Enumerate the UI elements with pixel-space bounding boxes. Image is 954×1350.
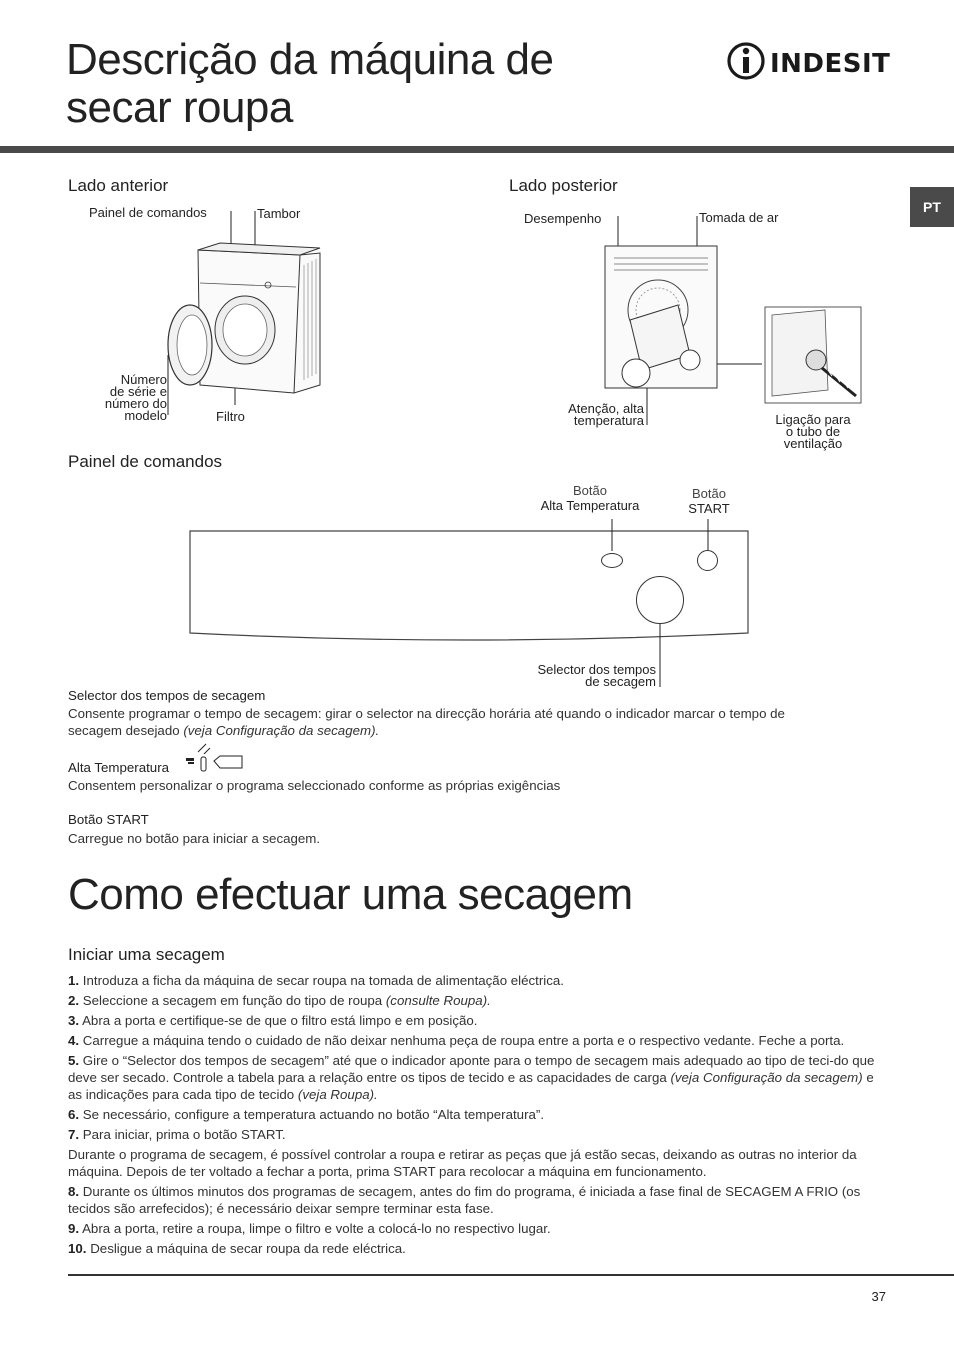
step-item: 10. Desligue a máquina de secar roupa da rede eléctrica. <box>68 1241 406 1256</box>
drying-time-selector-knob[interactable] <box>636 576 684 624</box>
section-subheading: Iniciar uma secagem <box>68 945 225 964</box>
title-divider <box>0 146 954 153</box>
step-item: 3. Abra a porta e certifique-se de que o filtro está limpo e em posição. <box>68 1013 478 1028</box>
section-title: Como efectuar uma secagem <box>68 870 633 919</box>
desc-high-temp-text: Consentem personalizar o programa seleccionado conforme as próprias exigências <box>68 778 561 793</box>
step-item: 5. Gire o “Selector dos tempos de secagem” até que o indicador aponte para o tempo de secagem mais adequado ao tipo de teci-do que deve ser secado. Controle a tabela para a relação entre os tipos de tecido e as capacidades de carga (veja Configuração da secagem) e as indicações para cada tipo de tecido (veja Roupa). <box>68 1053 875 1102</box>
footer-divider <box>68 1274 954 1276</box>
step-item: 8. Durante os últimos minutos dos programas de secagem, antes do fim do programa, é iniciada a fase final de SECAGEM A FRIO (os tecidos são arrefecidos); é necessário deixar sempre terminar esta fase. <box>68 1184 861 1216</box>
label-air-inlet: Tomada de ar <box>699 210 779 225</box>
high-temperature-symbols-icon <box>184 742 244 774</box>
label-drum: Tambor <box>257 206 301 221</box>
language-tab[interactable]: PT <box>910 187 954 227</box>
step-item: 2. Seleccione a secagem em função do tipo de roupa (consulte Roupa). <box>68 993 491 1008</box>
desc-selector-text: Consente programar o tempo de secagem: girar o selector na direcção horária até quando o indicador marcar o tempo de secagem desejado (veja Configuração da secagem). <box>68 706 785 738</box>
desc-selector-title: Selector dos tempos de secagem <box>68 688 266 703</box>
page-number: 37 <box>871 1289 886 1304</box>
label-selector: Selector dos tempos de secagem <box>537 662 656 689</box>
label-control-panel: Painel de comandos <box>89 205 207 220</box>
label-high-temp-button: Botão Alta Temperatura <box>540 483 640 513</box>
step-item: 4. Carregue a máquina tendo o cuidado de não deixar nenhuma peça de roupa entre a porta e o respectivo vedante. Feche a porta. <box>68 1033 845 1048</box>
start-button[interactable] <box>697 550 718 571</box>
label-filter: Filtro <box>216 409 245 424</box>
dryer-front-illustration <box>160 205 330 420</box>
label-start-button: Botão START <box>688 486 730 516</box>
page-title: Descrição da máquina de secar roupa <box>66 35 554 132</box>
label-performance: Desempenho <box>524 211 602 226</box>
label-serial-number: Número de série e número do modelo <box>104 372 167 423</box>
step-paragraph: Durante o programa de secagem, é possível controlar a roupa e retirar as peças que já estão secas, deixando as outras no interior da máquina. Depois de ter voltado a fechar a porta, prima START para recolocar a máquina em funcionamento. <box>68 1147 857 1179</box>
control-panel-heading: Painel de comandos <box>68 452 223 471</box>
high-temp-button[interactable] <box>601 553 623 568</box>
desc-start-title: Botão START <box>68 812 149 827</box>
label-vent-connection: Ligação para o tubo de ventilação <box>775 412 851 451</box>
step-item: 1. Introduza a ficha da máquina de secar roupa na tomada de alimentação eléctrica. <box>68 973 564 988</box>
desc-high-temp-title: Alta Temperatura <box>68 760 170 775</box>
step-item: 9. Abra a porta, retire a roupa, limpe o filtro e volte a colocá-lo no respectivo lugar. <box>68 1221 551 1236</box>
brand-name: INDESIT <box>770 49 891 79</box>
front-heading: Lado anterior <box>68 176 169 195</box>
step-item: 7. Para iniciar, prima o botão START. <box>68 1127 286 1142</box>
step-item: 6. Se necessário, configure a temperatura actuando no botão “Alta temperatura”. <box>68 1107 545 1122</box>
steps-list <box>68 972 888 1260</box>
label-hot-warning: Atenção, alta temperatura <box>568 401 644 428</box>
back-heading: Lado posterior <box>509 176 618 195</box>
desc-start-text: Carregue no botão para iniciar a secagem. <box>68 831 321 846</box>
dryer-back-illustration <box>600 210 870 425</box>
